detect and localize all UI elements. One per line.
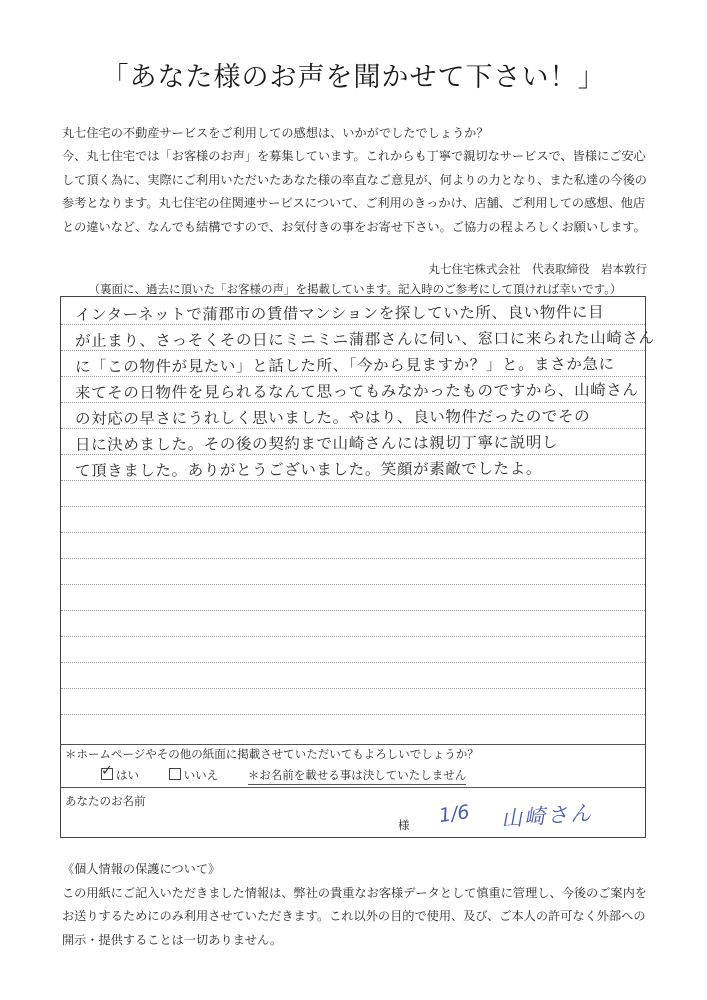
no-checkbox[interactable] bbox=[169, 768, 181, 780]
handwritten-name[interactable]: 山崎さん bbox=[500, 800, 594, 832]
privacy-heading: 《個人情報の保護について》 bbox=[62, 862, 221, 876]
handwritten-date: 1/6 bbox=[437, 800, 471, 828]
privacy-line: 開示・提供することは一切ありません。 bbox=[62, 932, 283, 947]
name-field-label: あなたのお名前 bbox=[65, 794, 146, 808]
yes-option[interactable] bbox=[101, 763, 139, 783]
handwritten-comment-line: て頂きました。ありがとうございました。笑顔が素敵でしたよ。 bbox=[74, 459, 542, 480]
no-option[interactable] bbox=[169, 767, 219, 783]
handwritten-comment-line: に「この物件が見たい」と話した所、「今から見ますか？」と。まさか急に bbox=[74, 355, 615, 376]
permission-options bbox=[101, 763, 467, 785]
section-divider bbox=[61, 744, 645, 745]
permission-question: ＊ホームページやその他の紙面に掲載させていただいてもよろしいでしょうか？ bbox=[65, 747, 479, 761]
ruled-line bbox=[61, 688, 645, 689]
intro-line: 参考となります。丸七住宅の住関連サービスについて、ご利用のきっかけ、店舗、ご利用しての感想、他店 bbox=[62, 196, 646, 211]
intro-line: 今、丸七住宅では「お客様のお声」を募集しています。これからも丁寧で親切なサービスで、皆様にご安心 bbox=[62, 149, 646, 164]
comment-area[interactable] bbox=[61, 297, 655, 744]
ruled-line bbox=[61, 662, 645, 663]
ruled-line bbox=[61, 636, 645, 637]
handwritten-comment-line: の対応の早さにうれしく思いました。やはり、良い物件だったのでその bbox=[74, 407, 591, 428]
handwritten-comment-line: 日に決めました。その後の契約まで山崎さんには親切丁寧に説明し bbox=[74, 433, 559, 454]
ruled-line bbox=[61, 532, 645, 533]
ruled-line bbox=[61, 506, 645, 507]
ruled-line bbox=[61, 558, 645, 559]
check-mark-icon: ✓ bbox=[101, 763, 113, 779]
intro-line: して頂く為に、実際にご利用いただいたあなた様の率直なご意見が、何よりの力となり、また私達の今後の bbox=[62, 172, 647, 187]
name-not-published-note: ＊お名前を載せる事は決していたしません bbox=[248, 767, 467, 785]
yes-checkbox[interactable] bbox=[101, 763, 113, 780]
name-suffix: 様 bbox=[398, 818, 410, 832]
feedback-form bbox=[60, 296, 655, 838]
ruled-line bbox=[61, 610, 645, 611]
section-divider bbox=[61, 787, 645, 788]
intro-line: 丸七住宅の不動産サービスをご利用しての感想は、いかがでしたでしょうか？ bbox=[62, 126, 489, 140]
privacy-line: この用紙にご記入いただきました情報は、弊社の貴重なお客様データとして慎重に管理し、今後のご案内を bbox=[62, 885, 647, 900]
no-label: いいえ bbox=[183, 768, 219, 782]
intro-text bbox=[62, 122, 662, 239]
privacy-section bbox=[62, 858, 662, 952]
page-title: 「あなた様のお声を聞かせて下さい！」 bbox=[101, 62, 606, 93]
reference-note: （裏面に、過去に頂いた「お客様の声」を掲載しています。記入時のご参考にして頂ければ幸いです。） bbox=[88, 282, 622, 296]
yes-label: はい bbox=[116, 768, 139, 782]
ruled-line bbox=[61, 714, 645, 715]
handwritten-comment-line: が止まり、さっそくその日にミニミニ蒲郡さんに伺い、窓口に来られた山崎さん bbox=[74, 328, 655, 350]
ruled-line bbox=[61, 584, 645, 585]
company-signature: 丸七住宅株式会社 代表取締役 岩本敦行 bbox=[428, 262, 647, 276]
privacy-line: お送りするためにのみ利用させていただきます。これ以外の目的で使用、及び、ご本人の許可なく外部への bbox=[62, 909, 646, 923]
handwritten-comment-line: インターネットで蒲郡市の賃借マンションを探していた所、良い物件に目 bbox=[74, 303, 605, 324]
handwritten-comment-line: 来てその日物件を見られるなんて思ってもみなかったものですから、山崎さん bbox=[74, 381, 639, 402]
intro-line: との違いなど、なんでも結構ですので、お気付きの事をお寄せ下さい。ご協力の程よろしくお願いします。 bbox=[62, 219, 646, 234]
